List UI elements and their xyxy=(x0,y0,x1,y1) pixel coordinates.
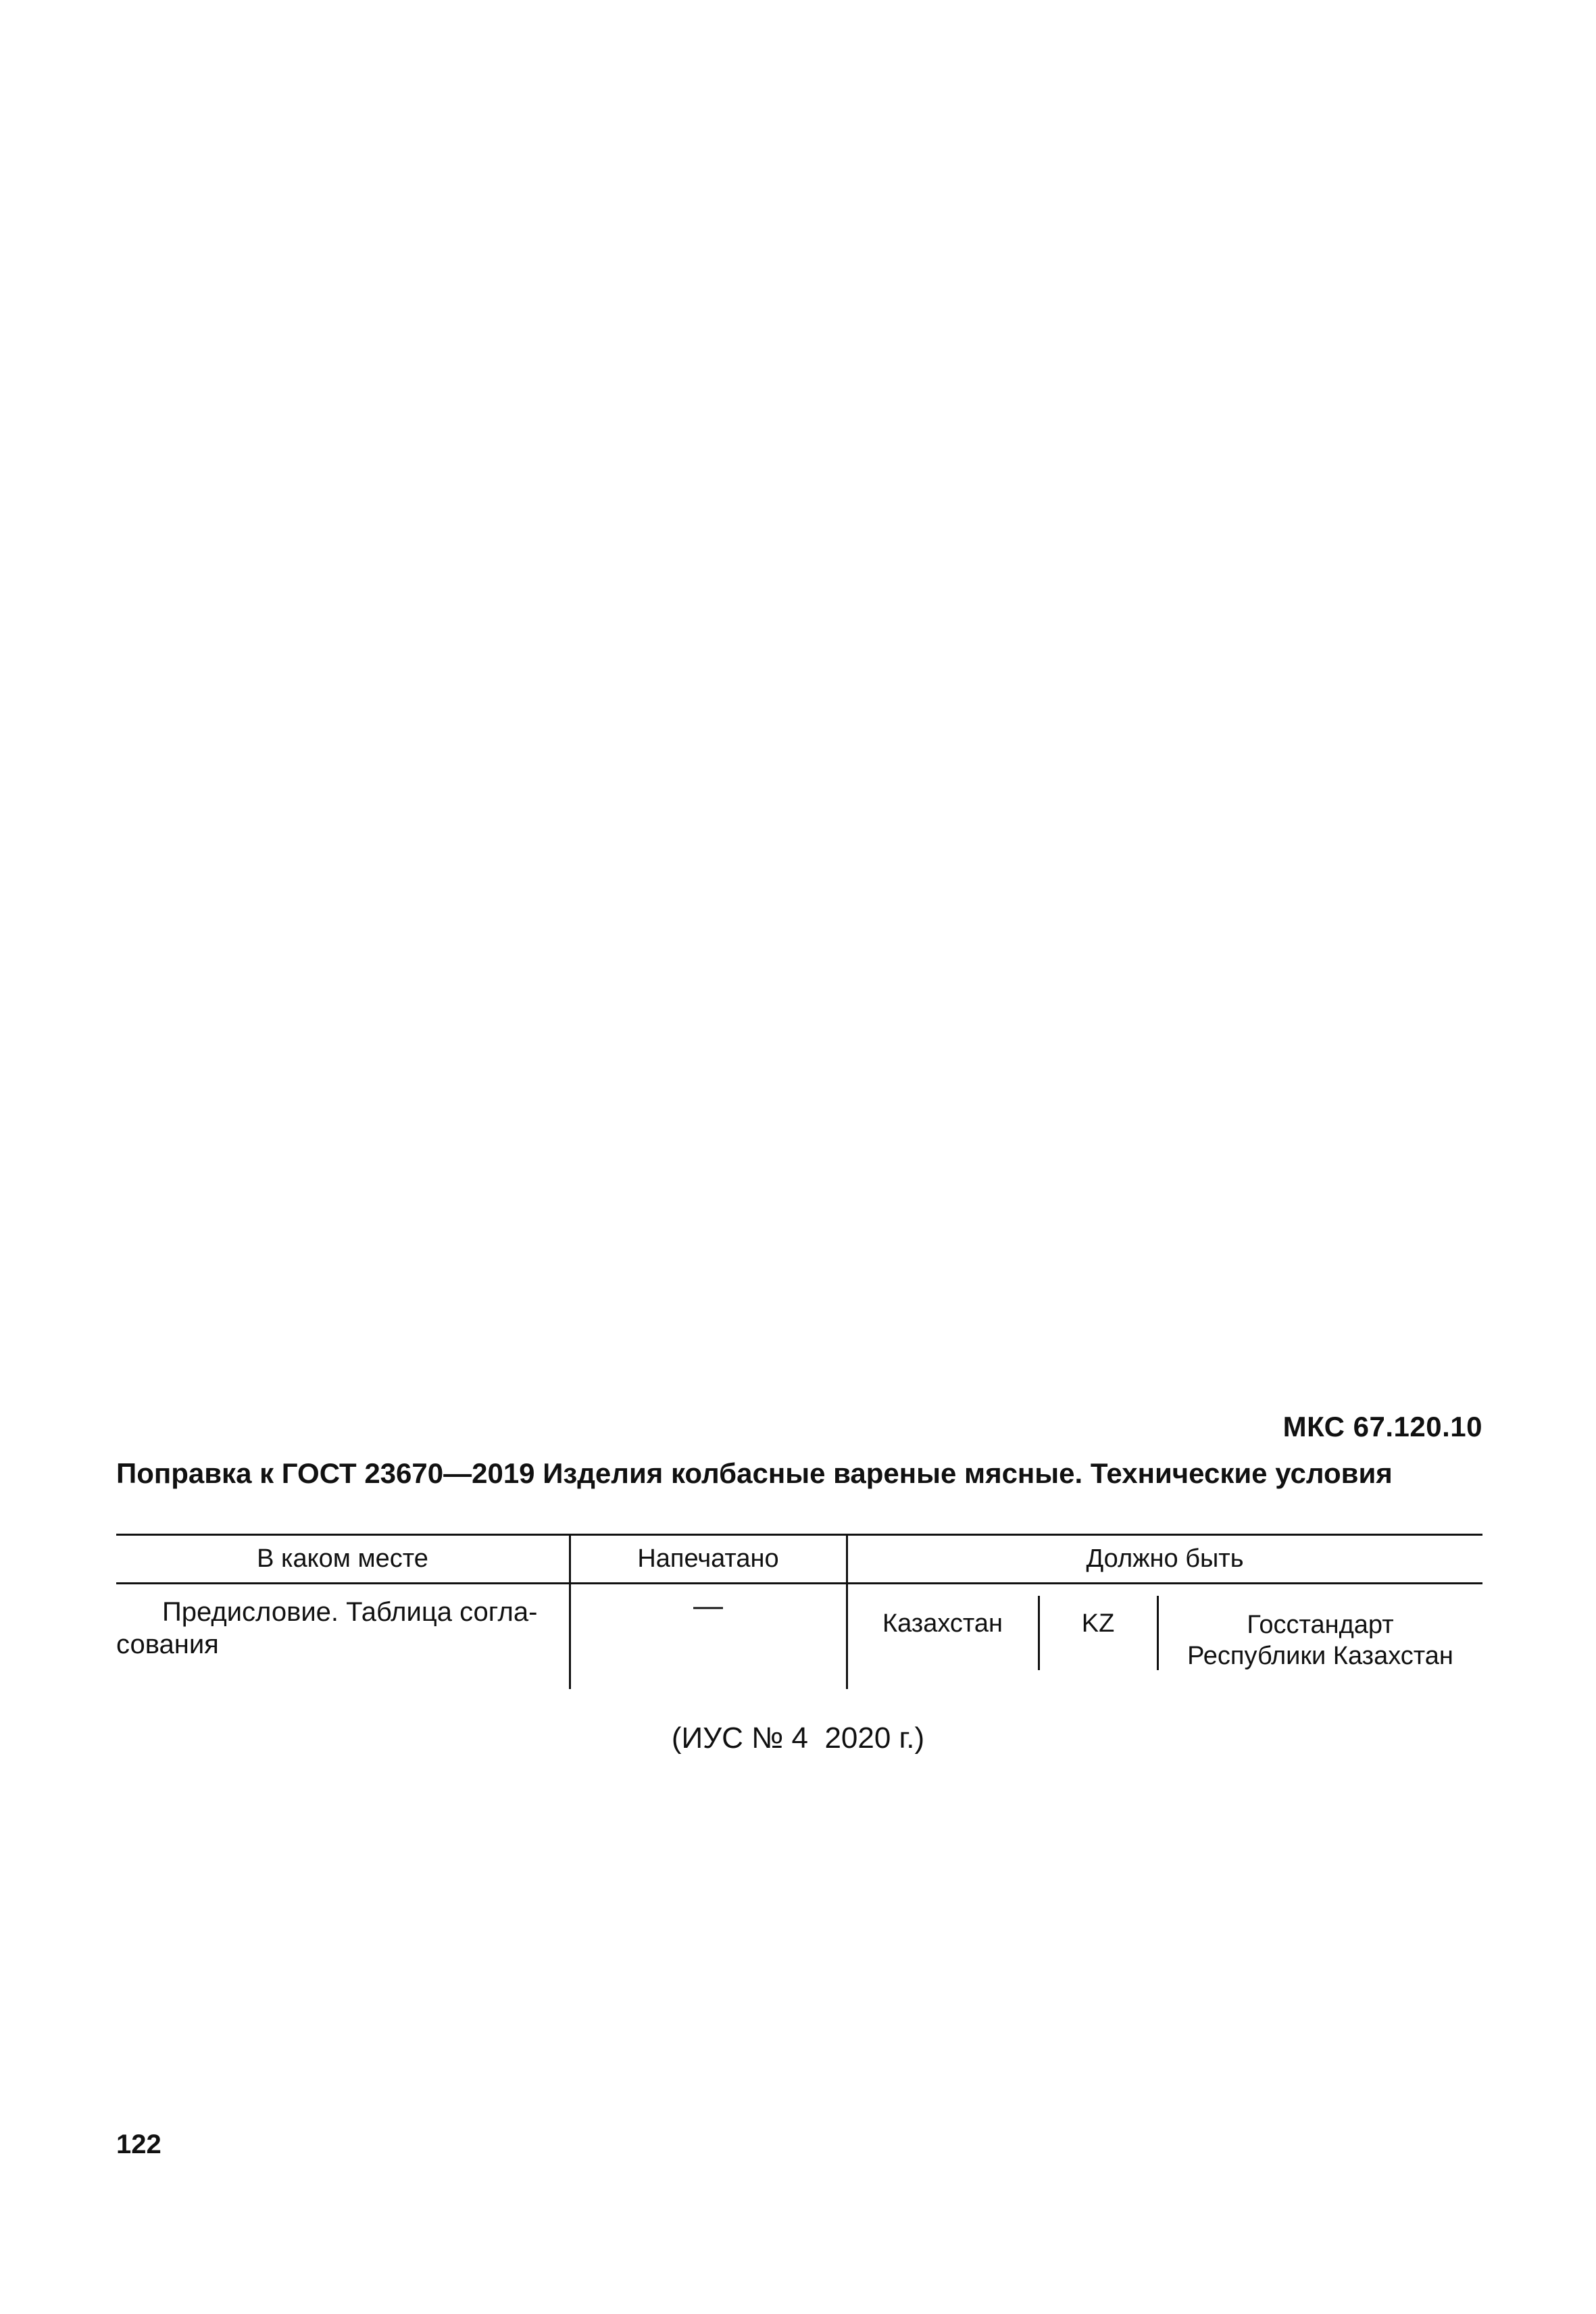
column-header-printed: Напечатано xyxy=(637,1544,779,1573)
column-header-where: В каком месте xyxy=(257,1544,428,1573)
row-should-be-body-line2: Республики Казахстан xyxy=(1187,1642,1453,1670)
issue-note: (ИУС № 4 2020 г.) xyxy=(671,1721,925,1755)
column-header-should-be: Должно быть xyxy=(1086,1544,1244,1573)
table-top-rule xyxy=(116,1534,1482,1536)
row-should-be-country: Казахстан xyxy=(882,1609,1003,1638)
row-should-be-body-line1: Госстандарт xyxy=(1247,1611,1394,1639)
classification-code: МКС 67.120.10 xyxy=(1282,1411,1482,1442)
row-where-line1: Предисловие. Таблица согла- xyxy=(162,1597,538,1627)
document-title: Поправка к ГОСТ 23670—2019 Изделия колбасные вареные мясные. Технические условия xyxy=(116,1457,1393,1489)
page-number: 122 xyxy=(116,2130,161,2159)
row-printed: — xyxy=(693,1589,723,1622)
row-should-be-code: KZ xyxy=(1081,1609,1115,1638)
amendment-table xyxy=(116,1534,1482,1689)
row-where-line2: сования xyxy=(116,1630,219,1659)
table-header-rule xyxy=(116,1582,1482,1584)
